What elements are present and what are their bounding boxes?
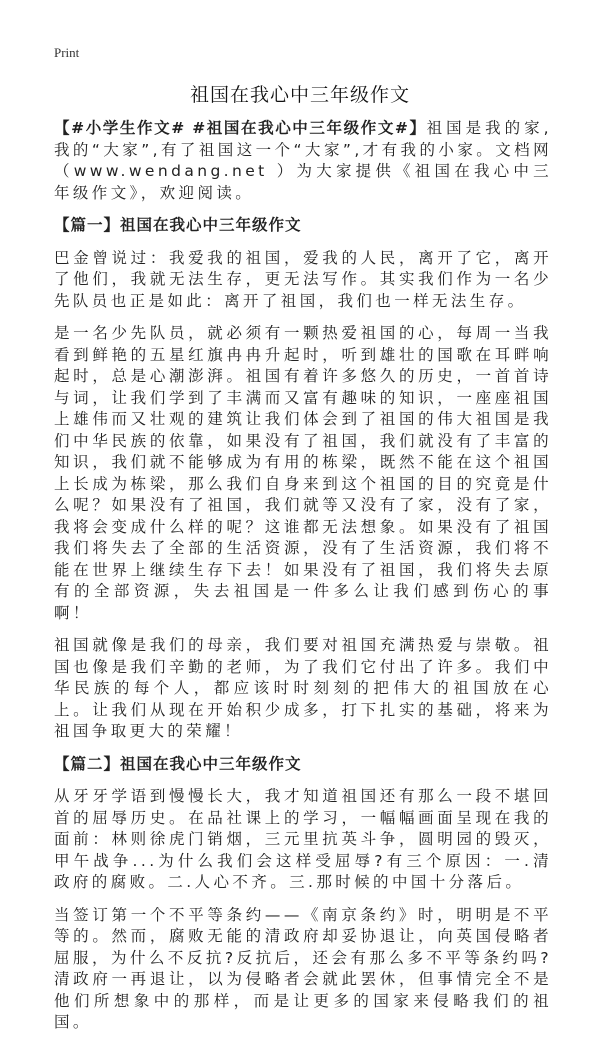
paragraph: 从牙牙学语到慢慢长大，我才知道祖国还有那么一段不堪回首的屈辱历史。在品社课上的学习，一幅幅画面呈现在我的面前：林则徐虎门销烟，三元里抗英斗争，圆明园的毁灭，甲午战争...为什么我们会这样受屈辱?有三个原因：一.清政府的腐败。二.人心不齐。三.那时候的中国十分落后。: [54, 787, 552, 891]
article-body: [54, 118, 552, 1045]
intro-paragraph: [54, 118, 552, 204]
section-heading-2: 【篇二】祖国在我心中三年级作文: [54, 754, 302, 773]
paragraph: 祖国就像是我们的母亲，我们要对祖国充满热爱与崇敬。祖国也像是我们辛勤的老师，为了我们它付出了许多。我们中华民族的每个人，都应该时时刻刻的把伟大的祖国放在心上。让我们从现在开始积少成多，打下扎实的基础，将来为祖国争取更大的荣耀！: [54, 636, 552, 740]
section-heading-1: 【篇一】祖国在我心中三年级作文: [54, 216, 302, 234]
intro-text: 祖国是我的家,我的“大家”,有了祖国这一个“大家”,才有我的小家。文档网（www.wendang.net ）为大家提供《祖国在我心中三年级作文》，欢迎阅读。: [54, 119, 552, 202]
paragraph: 巴金曾说过：我爱我的祖国，爱我的人民，离开了它，离开了他们，我就无法生存，更无法写作。其实我们作为一名少先队员也正是如此：离开了祖国，我们也一样无法生存。: [54, 248, 552, 310]
print-link[interactable]: Print: [54, 45, 80, 60]
paragraph: 当签订第一个不平等条约——《南京条约》时，明明是不平等的。然而，腐败无能的清政府却妥协退让，向英国侵略者屈服，为什么不反抗?反抗后，还会有那么多不平等条约吗?清政府一再退让，以为侵略者会就此罢休，但事情完全不是他们所想象中的那样，而是让更多的国家来侵略我们的祖国。: [54, 905, 552, 1031]
page-title: 祖国在我心中三年级作文: [189, 84, 410, 106]
paragraph: 是一名少先队员，就必须有一颗热爱祖国的心，每周一当我看到鲜艳的五星红旗冉冉升起时，听到雄壮的国歌在耳畔响起时，总是心潮澎湃。祖国有着许多悠久的历史，一首首诗与词，让我们学到了丰满而又富有趣味的知识，一座座祖国上雄伟而又壮观的建筑让我们体会到了祖国的伟大祖国是我们中华民族的依靠，如果没有了祖国，我们就没有了丰富的知识，我们就不能够成为有用的栋梁，既然不能在这个祖国上长成为栋梁，那么我们自身来到这个祖国的目的究竟是什么呢？如果没有了祖国，我们就等又没有了家，没有了家，我将会变成什么样的呢？这谁都无法想象。如果没有了祖国我们将失去了全部的生活资源，没有了生活资源，我们将不能在世界上继续生存下去！如果没有了祖国，我们将失去原有的全部资源，失去祖国是一件多么让我们感到伤心的事啊！: [54, 324, 552, 622]
intro-tag: 【#小学生作文# #祖国在我心中三年级作文#】: [54, 119, 427, 137]
